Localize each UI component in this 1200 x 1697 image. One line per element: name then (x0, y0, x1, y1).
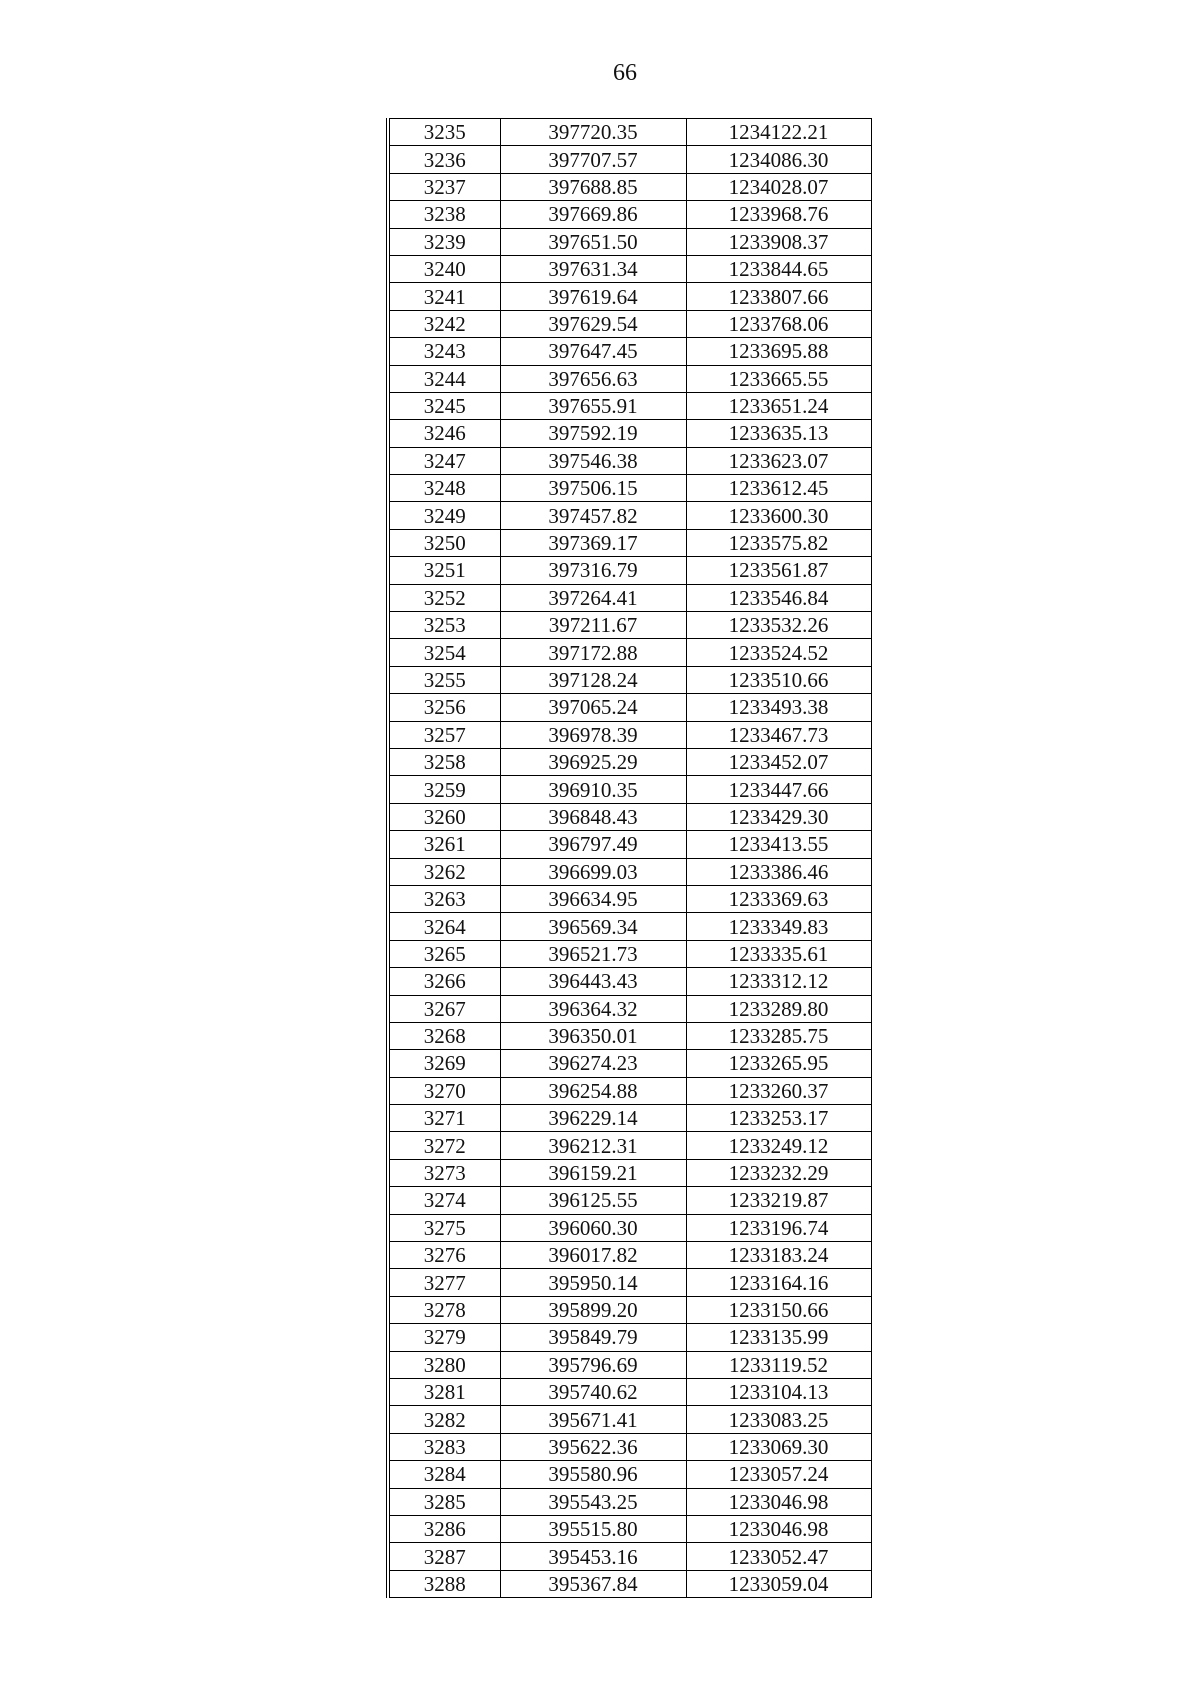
y-coordinate-cell: 1233623.07 (686, 447, 871, 474)
table-row (388, 338, 871, 365)
table-row (388, 1077, 871, 1104)
x-coordinate-cell: 396443.43 (500, 968, 686, 995)
point-number-cell: 3250 (388, 529, 500, 556)
point-number-cell: 3260 (388, 803, 500, 830)
x-coordinate-cell: 395899.20 (500, 1296, 686, 1323)
y-coordinate-cell: 1233386.46 (686, 858, 871, 885)
point-number-cell: 3257 (388, 721, 500, 748)
table-row (388, 1187, 871, 1214)
table-row (388, 968, 871, 995)
page-number: 66 (613, 60, 637, 86)
x-coordinate-cell: 395740.62 (500, 1378, 686, 1405)
y-coordinate-cell: 1233289.80 (686, 995, 871, 1022)
table-row (388, 913, 871, 940)
point-number-cell: 3255 (388, 666, 500, 693)
table-row (388, 447, 871, 474)
point-number-cell: 3261 (388, 831, 500, 858)
x-coordinate-cell: 396848.43 (500, 803, 686, 830)
y-coordinate-cell: 1233768.06 (686, 310, 871, 337)
y-coordinate-cell: 1233908.37 (686, 228, 871, 255)
y-coordinate-cell: 1233196.74 (686, 1214, 871, 1241)
x-coordinate-cell: 397546.38 (500, 447, 686, 474)
y-coordinate-cell: 1233183.24 (686, 1242, 871, 1269)
x-coordinate-cell: 395515.80 (500, 1515, 686, 1542)
x-coordinate-cell: 395950.14 (500, 1269, 686, 1296)
coordinate-table (386, 118, 872, 1598)
coordinate-table-body (388, 119, 871, 1598)
point-number-cell: 3268 (388, 1022, 500, 1049)
table-row (388, 475, 871, 502)
table-row (388, 1132, 871, 1159)
x-coordinate-cell: 397316.79 (500, 557, 686, 584)
y-coordinate-cell: 1233695.88 (686, 338, 871, 365)
table-row (388, 1515, 871, 1542)
table-row (388, 1488, 871, 1515)
x-coordinate-cell: 397592.19 (500, 420, 686, 447)
y-coordinate-cell: 1233429.30 (686, 803, 871, 830)
x-coordinate-cell: 395367.84 (500, 1570, 686, 1597)
table-row (388, 1570, 871, 1597)
point-number-cell: 3253 (388, 612, 500, 639)
y-coordinate-cell: 1233059.04 (686, 1570, 871, 1597)
table-row (388, 995, 871, 1022)
table-row (388, 119, 871, 146)
y-coordinate-cell: 1233119.52 (686, 1351, 871, 1378)
x-coordinate-cell: 397128.24 (500, 666, 686, 693)
point-number-cell: 3252 (388, 584, 500, 611)
y-coordinate-cell: 1234122.21 (686, 119, 871, 146)
y-coordinate-cell: 1233635.13 (686, 420, 871, 447)
table-row (388, 1351, 871, 1378)
y-coordinate-cell: 1233844.65 (686, 255, 871, 282)
y-coordinate-cell: 1233968.76 (686, 201, 871, 228)
y-coordinate-cell: 1233665.55 (686, 365, 871, 392)
point-number-cell: 3274 (388, 1187, 500, 1214)
point-number-cell: 3246 (388, 420, 500, 447)
point-number-cell: 3238 (388, 201, 500, 228)
x-coordinate-cell: 396254.88 (500, 1077, 686, 1104)
table-row (388, 283, 871, 310)
y-coordinate-cell: 1233285.75 (686, 1022, 871, 1049)
table-row (388, 885, 871, 912)
x-coordinate-cell: 397211.67 (500, 612, 686, 639)
y-coordinate-cell: 1233369.63 (686, 885, 871, 912)
x-coordinate-cell: 397651.50 (500, 228, 686, 255)
table-row (388, 1543, 871, 1570)
y-coordinate-cell: 1233807.66 (686, 283, 871, 310)
table-row (388, 612, 871, 639)
x-coordinate-cell: 396569.34 (500, 913, 686, 940)
x-coordinate-cell: 397707.57 (500, 146, 686, 173)
y-coordinate-cell: 1233349.83 (686, 913, 871, 940)
y-coordinate-cell: 1233546.84 (686, 584, 871, 611)
table-row (388, 721, 871, 748)
point-number-cell: 3251 (388, 557, 500, 584)
x-coordinate-cell: 397065.24 (500, 694, 686, 721)
y-coordinate-cell: 1233612.45 (686, 475, 871, 502)
x-coordinate-cell: 397506.15 (500, 475, 686, 502)
point-number-cell: 3259 (388, 776, 500, 803)
point-number-cell: 3280 (388, 1351, 500, 1378)
x-coordinate-cell: 395543.25 (500, 1488, 686, 1515)
x-coordinate-cell: 395671.41 (500, 1406, 686, 1433)
y-coordinate-cell: 1233467.73 (686, 721, 871, 748)
point-number-cell: 3279 (388, 1324, 500, 1351)
point-number-cell: 3262 (388, 858, 500, 885)
point-number-cell: 3263 (388, 885, 500, 912)
x-coordinate-cell: 395580.96 (500, 1461, 686, 1488)
table-row (388, 858, 871, 885)
y-coordinate-cell: 1233600.30 (686, 502, 871, 529)
point-number-cell: 3283 (388, 1433, 500, 1460)
x-coordinate-cell: 395849.79 (500, 1324, 686, 1351)
point-number-cell: 3264 (388, 913, 500, 940)
x-coordinate-cell: 397647.45 (500, 338, 686, 365)
table-row (388, 310, 871, 337)
table-row (388, 940, 871, 967)
table-row (388, 529, 871, 556)
table-row (388, 146, 871, 173)
table-row (388, 557, 871, 584)
table-row (388, 1406, 871, 1433)
point-number-cell: 3247 (388, 447, 500, 474)
point-number-cell: 3281 (388, 1378, 500, 1405)
table-row (388, 639, 871, 666)
point-number-cell: 3244 (388, 365, 500, 392)
point-number-cell: 3267 (388, 995, 500, 1022)
x-coordinate-cell: 396797.49 (500, 831, 686, 858)
table-row (388, 584, 871, 611)
y-coordinate-cell: 1233249.12 (686, 1132, 871, 1159)
point-number-cell: 3242 (388, 310, 500, 337)
table-row (388, 255, 871, 282)
x-coordinate-cell: 397688.85 (500, 173, 686, 200)
y-coordinate-cell: 1233651.24 (686, 392, 871, 419)
table-row (388, 1378, 871, 1405)
y-coordinate-cell: 1233219.87 (686, 1187, 871, 1214)
y-coordinate-cell: 1233083.25 (686, 1406, 871, 1433)
x-coordinate-cell: 397619.64 (500, 283, 686, 310)
x-coordinate-cell: 397457.82 (500, 502, 686, 529)
point-number-cell: 3256 (388, 694, 500, 721)
table-row (388, 831, 871, 858)
point-number-cell: 3271 (388, 1105, 500, 1132)
x-coordinate-cell: 396699.03 (500, 858, 686, 885)
point-number-cell: 3249 (388, 502, 500, 529)
x-coordinate-cell: 396125.55 (500, 1187, 686, 1214)
table-row (388, 173, 871, 200)
table-row (388, 1269, 871, 1296)
x-coordinate-cell: 396364.32 (500, 995, 686, 1022)
table-row (388, 1296, 871, 1323)
point-number-cell: 3258 (388, 748, 500, 775)
table-row (388, 1105, 871, 1132)
table-row (388, 228, 871, 255)
x-coordinate-cell: 397264.41 (500, 584, 686, 611)
x-coordinate-cell: 397656.63 (500, 365, 686, 392)
y-coordinate-cell: 1233561.87 (686, 557, 871, 584)
point-number-cell: 3272 (388, 1132, 500, 1159)
table-row (388, 1159, 871, 1186)
x-coordinate-cell: 396159.21 (500, 1159, 686, 1186)
x-coordinate-cell: 396274.23 (500, 1050, 686, 1077)
y-coordinate-cell: 1233510.66 (686, 666, 871, 693)
point-number-cell: 3237 (388, 173, 500, 200)
y-coordinate-cell: 1233335.61 (686, 940, 871, 967)
point-number-cell: 3278 (388, 1296, 500, 1323)
y-coordinate-cell: 1233447.66 (686, 776, 871, 803)
y-coordinate-cell: 1233532.26 (686, 612, 871, 639)
point-number-cell: 3270 (388, 1077, 500, 1104)
table-row (388, 1433, 871, 1460)
point-number-cell: 3240 (388, 255, 500, 282)
point-number-cell: 3265 (388, 940, 500, 967)
point-number-cell: 3285 (388, 1488, 500, 1515)
point-number-cell: 3239 (388, 228, 500, 255)
x-coordinate-cell: 396212.31 (500, 1132, 686, 1159)
table-row (388, 748, 871, 775)
table-row (388, 803, 871, 830)
y-coordinate-cell: 1233069.30 (686, 1433, 871, 1460)
point-number-cell: 3269 (388, 1050, 500, 1077)
x-coordinate-cell: 397720.35 (500, 119, 686, 146)
y-coordinate-cell: 1233265.95 (686, 1050, 871, 1077)
x-coordinate-cell: 397369.17 (500, 529, 686, 556)
y-coordinate-cell: 1233046.98 (686, 1515, 871, 1542)
point-number-cell: 3286 (388, 1515, 500, 1542)
x-coordinate-cell: 397631.34 (500, 255, 686, 282)
x-coordinate-cell: 397629.54 (500, 310, 686, 337)
y-coordinate-cell: 1234028.07 (686, 173, 871, 200)
y-coordinate-cell: 1233046.98 (686, 1488, 871, 1515)
y-coordinate-cell: 1233135.99 (686, 1324, 871, 1351)
table-row (388, 666, 871, 693)
point-number-cell: 3275 (388, 1214, 500, 1241)
x-coordinate-cell: 396978.39 (500, 721, 686, 748)
point-number-cell: 3243 (388, 338, 500, 365)
x-coordinate-cell: 396229.14 (500, 1105, 686, 1132)
table-row (388, 502, 871, 529)
x-coordinate-cell: 396350.01 (500, 1022, 686, 1049)
point-number-cell: 3276 (388, 1242, 500, 1269)
table-row (388, 776, 871, 803)
y-coordinate-cell: 1233057.24 (686, 1461, 871, 1488)
table-row (388, 694, 871, 721)
table-row (388, 1461, 871, 1488)
y-coordinate-cell: 1233524.52 (686, 639, 871, 666)
y-coordinate-cell: 1233232.29 (686, 1159, 871, 1186)
y-coordinate-cell: 1233052.47 (686, 1543, 871, 1570)
point-number-cell: 3273 (388, 1159, 500, 1186)
x-coordinate-cell: 395622.36 (500, 1433, 686, 1460)
point-number-cell: 3236 (388, 146, 500, 173)
table-row (388, 420, 871, 447)
table-row (388, 1050, 871, 1077)
point-number-cell: 3288 (388, 1570, 500, 1597)
x-coordinate-cell: 397669.86 (500, 201, 686, 228)
y-coordinate-cell: 1233312.12 (686, 968, 871, 995)
table-row (388, 1242, 871, 1269)
y-coordinate-cell: 1233164.16 (686, 1269, 871, 1296)
y-coordinate-cell: 1233575.82 (686, 529, 871, 556)
point-number-cell: 3277 (388, 1269, 500, 1296)
x-coordinate-cell: 396017.82 (500, 1242, 686, 1269)
x-coordinate-cell: 396925.29 (500, 748, 686, 775)
point-number-cell: 3245 (388, 392, 500, 419)
point-number-cell: 3284 (388, 1461, 500, 1488)
y-coordinate-cell: 1233493.38 (686, 694, 871, 721)
y-coordinate-cell: 1233413.55 (686, 831, 871, 858)
point-number-cell: 3266 (388, 968, 500, 995)
table-row (388, 392, 871, 419)
y-coordinate-cell: 1233104.13 (686, 1378, 871, 1405)
table-row (388, 201, 871, 228)
point-number-cell: 3254 (388, 639, 500, 666)
x-coordinate-cell: 397172.88 (500, 639, 686, 666)
table-row (388, 365, 871, 392)
y-coordinate-cell: 1233253.17 (686, 1105, 871, 1132)
x-coordinate-cell: 396060.30 (500, 1214, 686, 1241)
table-row (388, 1214, 871, 1241)
y-coordinate-cell: 1233452.07 (686, 748, 871, 775)
table-row (388, 1324, 871, 1351)
table-row (388, 1022, 871, 1049)
x-coordinate-cell: 396910.35 (500, 776, 686, 803)
point-number-cell: 3235 (388, 119, 500, 146)
point-number-cell: 3248 (388, 475, 500, 502)
y-coordinate-cell: 1233150.66 (686, 1296, 871, 1323)
x-coordinate-cell: 395453.16 (500, 1543, 686, 1570)
x-coordinate-cell: 396521.73 (500, 940, 686, 967)
point-number-cell: 3287 (388, 1543, 500, 1570)
x-coordinate-cell: 397655.91 (500, 392, 686, 419)
y-coordinate-cell: 1234086.30 (686, 146, 871, 173)
point-number-cell: 3282 (388, 1406, 500, 1433)
x-coordinate-cell: 396634.95 (500, 885, 686, 912)
x-coordinate-cell: 395796.69 (500, 1351, 686, 1378)
y-coordinate-cell: 1233260.37 (686, 1077, 871, 1104)
point-number-cell: 3241 (388, 283, 500, 310)
